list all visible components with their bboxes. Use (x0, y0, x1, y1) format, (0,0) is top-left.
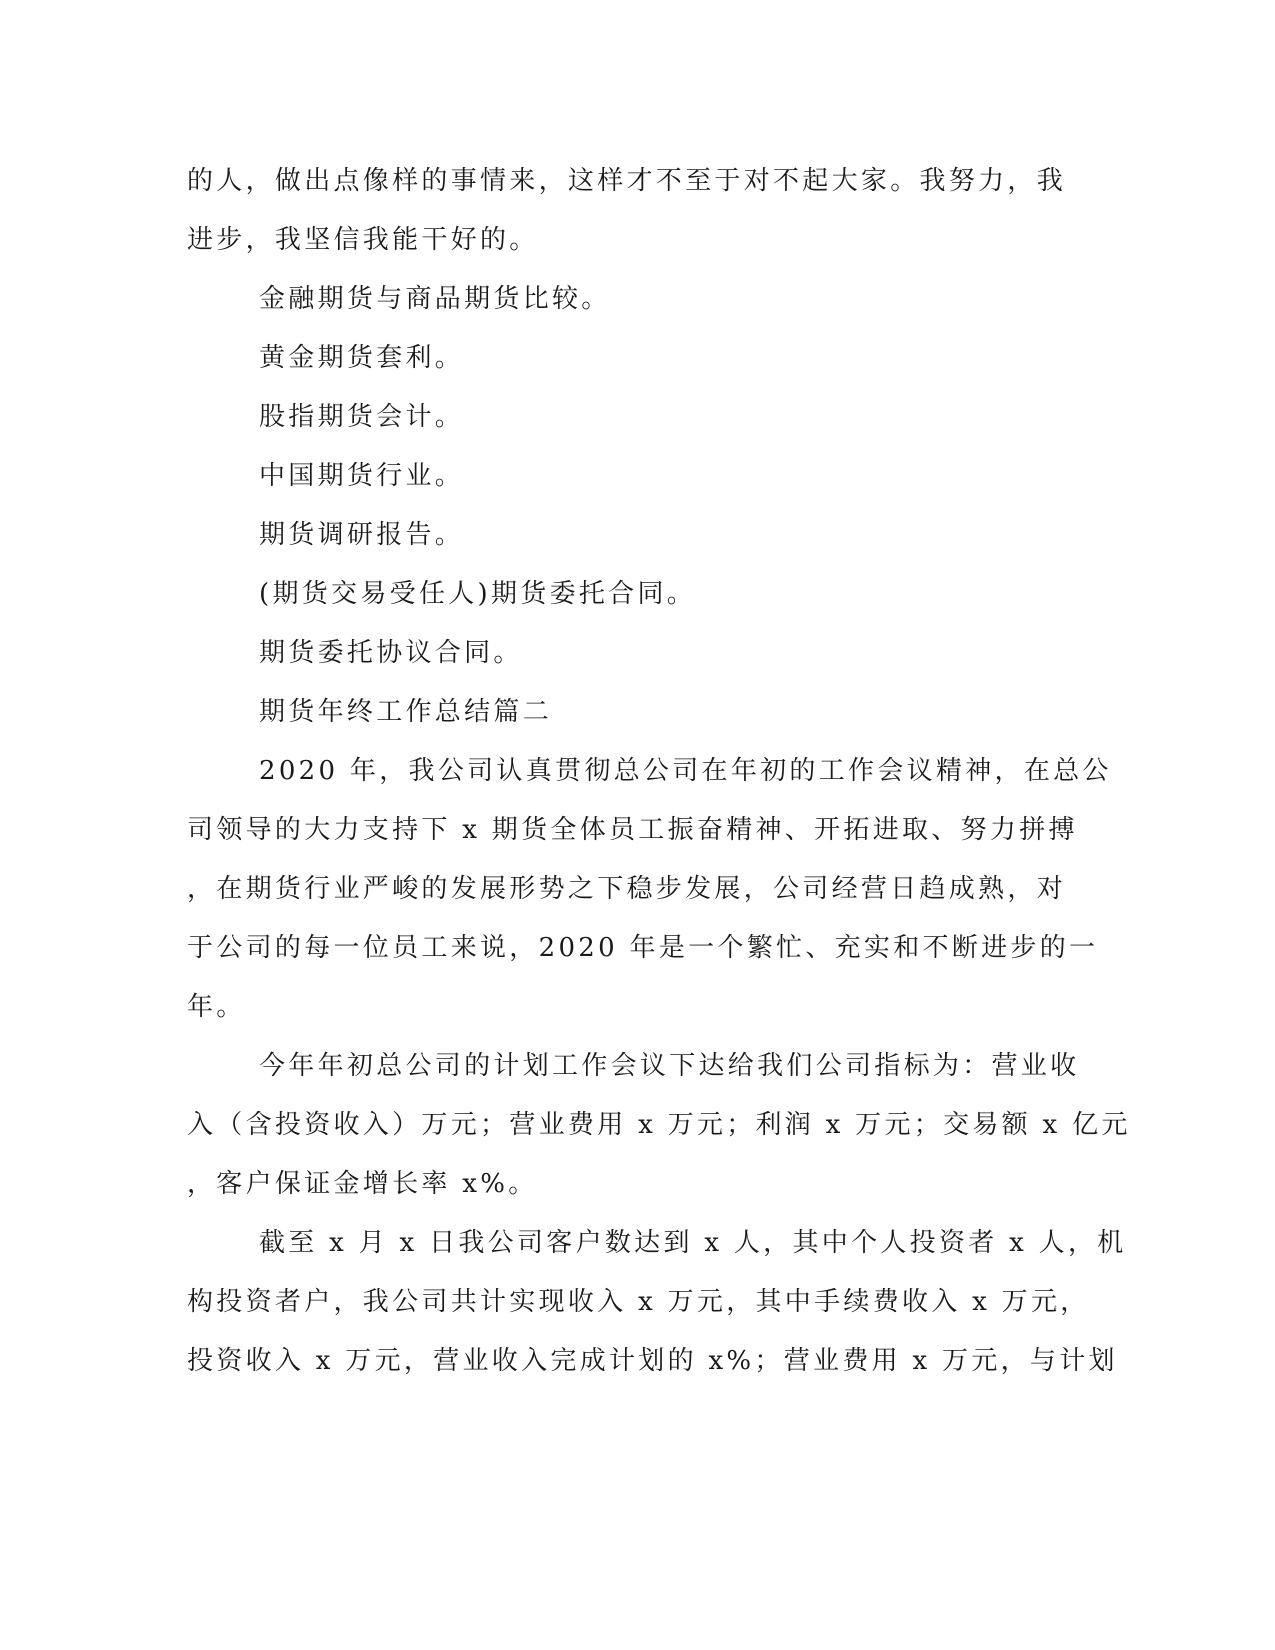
body-text-line: 2020 年，我公司认真贯彻总公司在年初的工作会议精神，在总公 (259, 756, 1112, 786)
body-text-line: 今年年初总公司的计划工作会议下达给我们公司指标为：营业收 (259, 1051, 1080, 1081)
list-item: 中国期货行业。 (259, 461, 465, 491)
body-text-line: 构投资者户，我公司共计实现收入 x 万元，其中手续费收入 x 万元， (187, 1287, 1090, 1317)
list-item: 期货委托协议合同。 (259, 638, 523, 668)
body-text-line: ，客户保证金增长率 x%。 (187, 1169, 538, 1199)
body-text-line: 进步，我坚信我能干好的。 (187, 225, 539, 255)
body-text-line: 入（含投资收入）万元；营业费用 x 万元；利润 x 万元；交易额 x 亿元 (187, 1110, 1131, 1140)
list-item: 股指期货会计。 (259, 402, 465, 432)
list-item: 期货调研报告。 (259, 520, 465, 550)
body-text-line: 年。 (187, 992, 246, 1022)
body-text-line: 的人，做出点像样的事情来，这样才不至于对不起大家。我努力，我 (187, 166, 1067, 196)
list-item: 金融期货与商品期货比较。 (259, 284, 611, 314)
list-item: 黄金期货套利。 (259, 343, 465, 373)
body-text-line: 司领导的大力支持下 x 期货全体员工振奋精神、开拓进取、努力拼搏 (187, 815, 1078, 845)
body-text-line: 投资收入 x 万元，营业收入完成计划的 x%；营业费用 x 万元，与计划 (187, 1346, 1118, 1376)
body-text-line: 截至 x 月 x 日我公司客户数达到 x 人，其中个人投资者 x 人，机 (259, 1228, 1127, 1258)
section-heading: 期货年终工作总结篇二 (259, 697, 553, 727)
body-text-line: 于公司的每一位员工来说，2020 年是一个繁忙、充实和不断进步的一 (187, 933, 1099, 963)
body-text-line: ，在期货行业严峻的发展形势之下稳步发展，公司经营日趋成熟，对 (187, 874, 1067, 904)
list-item: (期货交易受任人)期货委托合同。 (259, 579, 697, 609)
